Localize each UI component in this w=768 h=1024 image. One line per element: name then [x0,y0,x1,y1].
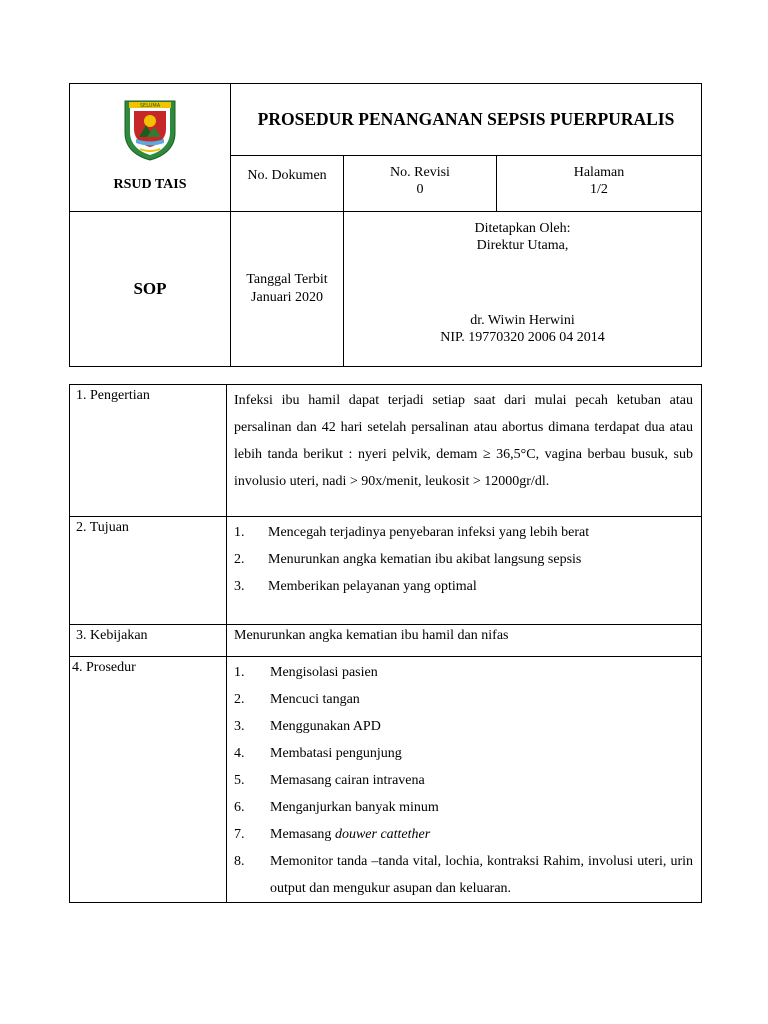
logo-banner-text: SELUMA [139,103,161,110]
list-number: 7. [234,827,245,842]
section-label: 2. Tujuan [76,520,129,535]
list-number: 5. [234,773,245,788]
revision-label: No. Revisi [390,165,450,180]
revision-value: 0 [416,182,424,197]
list-text: Menganjurkan banyak minum [270,800,439,815]
list-text: Mencegah terjadinya penyebaran infeksi yang lebih berat [268,525,590,540]
section-label: 4. Prosedur [72,660,136,675]
list-item [234,573,693,600]
list-text: Membatasi pengunjung [270,746,402,761]
section-content [227,385,702,517]
list-text: Memonitor tanda –tanda vital, lochia, kontraksi Rahim, involusi uteri, urin output dan mengukur asupan dan keluaran. [270,854,693,896]
hospital-name: RSUD TAIS [113,177,187,192]
approved-by-label: Ditetapkan Oleh: [474,221,571,236]
list-text: Mengisolasi pasien [270,665,378,680]
list-text: Menurunkan angka kematian ibu akibat langsung sepsis [268,552,582,567]
hospital-identity-cell [70,84,231,212]
document-header [69,83,702,367]
list-text: Mencuci tangan [270,692,360,707]
list-number: 6. [234,800,245,815]
list-text [270,821,693,848]
list-text: Memberikan pelayanan yang optimal [268,579,477,594]
section-label-cell [70,517,227,625]
list-item [234,740,693,767]
signer-name: dr. Wiwin Herwini [470,313,575,328]
section-tujuan [70,517,702,625]
section-label-cell [70,385,227,517]
document-number-cell [231,156,344,212]
list-item [234,848,693,902]
list-item [234,519,693,546]
section-label-cell [70,657,227,903]
signer-nip: NIP. 19770320 2006 04 2014 [440,330,605,345]
list-number: 3. [234,579,245,594]
list-number: 4. [234,746,245,761]
sop-label: SOP [70,212,231,367]
section-label: 3. Kebijakan [76,628,148,643]
list-number: 2. [234,692,245,707]
list-text-plain: Memasang [270,827,335,842]
list-number: 8. [234,854,245,869]
list-number: 1. [234,525,245,540]
issue-date-cell [231,212,344,367]
section-pengertian [70,385,702,517]
list-text: Menggunakan APD [270,719,381,734]
approver-role: Direktur Utama, [476,238,569,253]
list-number: 1. [234,665,245,680]
list-item [234,659,693,686]
list-item [234,821,693,848]
issue-date-value: Januari 2020 [251,290,323,305]
section-label-cell [70,625,227,657]
list-text: Memasang cairan intravena [270,773,425,788]
list-number: 2. [234,552,245,567]
list-item [234,794,693,821]
page-value: 1/2 [590,182,608,197]
sop-content-table [69,384,702,903]
list-item [234,546,693,573]
hospital-logo [122,97,178,161]
document-number-label: No. Dokumen [247,168,327,183]
section-kebijakan [70,625,702,657]
page-label: Halaman [573,165,625,180]
section-content [227,625,702,657]
list-item [234,686,693,713]
definition-text: Infeksi ibu hamil dapat terjadi setiap saat dari mulai pecah ketuban atau persalinan dan 42 hari setelah persalinan atau abortus dimana terdapat dua atau lebih tanda berikut : nyeri pelvik, demam ≥ 36,5°C, vagina berbau busuk, sub involusio uteri, nadi > 90x/menit, leukosit > 12000gr/dl. [234,393,693,489]
section-label: 1. Pengertian [76,388,150,403]
issue-date-label: Tanggal Terbit [246,272,328,287]
procedure-list [234,659,693,902]
page-cell [497,156,702,212]
revision-cell [344,156,497,212]
section-content [227,517,702,625]
seluma-emblem-icon [122,97,178,161]
section-prosedur [70,657,702,903]
document-title: PROSEDUR PENANGANAN SEPSIS PUERPURALIS [231,84,702,156]
approval-cell [344,212,702,367]
objective-list [234,519,693,600]
policy-text: Menurunkan angka kematian ibu hamil dan nifas [234,628,509,643]
list-text-italic: douwer cattether [334,827,431,842]
list-item [234,767,693,794]
list-number: 3. [234,719,245,734]
section-content [227,657,702,903]
list-item [234,713,693,740]
